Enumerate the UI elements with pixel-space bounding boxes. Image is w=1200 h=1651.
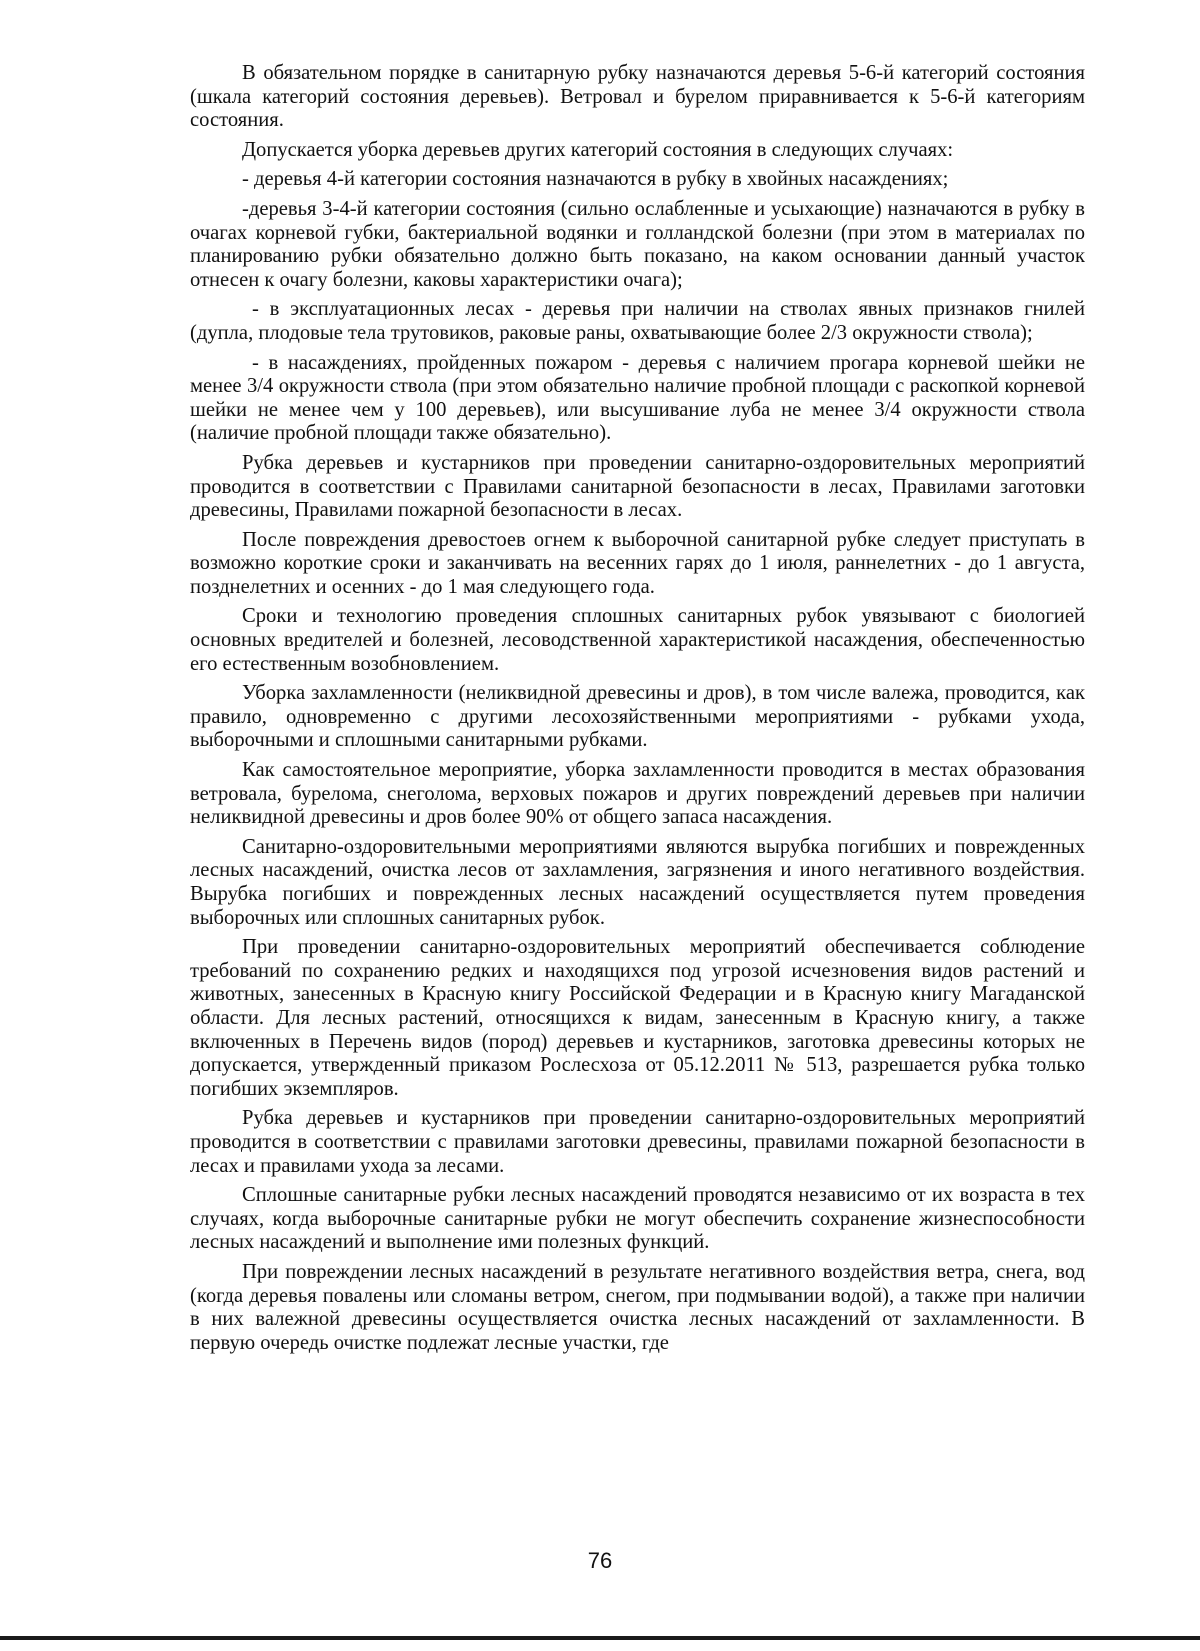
paragraph: В обязательном порядке в санитарную рубку назначаются деревья 5-6-й категорий состояния (шкала категорий состояния деревьев). Ветровал и бурелом приравнивается к 5-6-й категориям состояния.: [190, 62, 1085, 132]
paragraph: Сплошные санитарные рубки лесных насаждений проводятся независимо от их возраста в тех случаях, когда выборочные санитарные рубки не могут обеспечить сохранение жизнеспособности лесных насаждений и выполнение ими полезных функций.: [190, 1184, 1085, 1254]
paragraph: При повреждении лесных насаждений в результате негативного воздействия ветра, снега, вод (когда деревья повалены или сломаны ветром, снегом, при подмывании водой), а также при наличии в них валежной древесины осуществляется очистка лесных насаждений от захламленности. В первую очередь очистке подлежат лесные участки, где: [190, 1260, 1085, 1354]
paragraph: Рубка деревьев и кустарников при проведении санитарно-оздоровительных мероприятий проводится в соответствии с Правилами санитарной безопасности в лесах, Правилами заготовки древесины, Правилами пожарной безопасности в лесах.: [190, 451, 1085, 522]
list-item: - в эксплуатационных лесах - деревья при наличии на стволах явных признаков гнилей (дупла, плодовые тела трутовиков, раковые раны, охватывающие более 2/3 окружности ствола);: [190, 298, 1085, 344]
scan-edge-divider: [0, 1636, 1200, 1640]
paragraph: После повреждения древостоев огнем к выборочной санитарной рубке следует приступать в возможно короткие сроки и заканчивать на весенних гарях до 1 июля, раннелетних - до 1 августа, позднелетних и осенних - до 1 мая следующего года.: [190, 528, 1085, 598]
paragraph: При проведении санитарно-оздоровительных мероприятий обеспечивается соблюдение требований по сохранению редких и находящихся под угрозой исчезновения видов растений и животных, занесенных в Красную книгу Российской Федерации и в Красную книгу Магаданской области. Для лесных растений, относящихся к видам, занесенным в Красную книгу, а также включенных в Перечень видов (пород) деревьев и кустарников, заготовка древесины которых не допускается, утвержденный приказом Рослесхоза от 05.12.2011 № 513, разрешается рубка только погибших экземпляров.: [190, 936, 1085, 1100]
list-item: -деревья 3-4-й категории состояния (сильно ослабленные и усыхающие) назначаются в рубку в очагах корневой губки, бактериальной водянки и голландской болезни (при этом в материалах по планированию рубки обязательно должно быть показано, на каком основании данный участок отнесен к очагу болезни, каковы характеристики очага);: [190, 197, 1085, 291]
list-item: - в насаждениях, пройденных пожаром - деревья с наличием прогара корневой шейки не менее 3/4 окружности ствола (при этом обязательно наличие пробной площади с раскопкой корневой шейки не менее чем у 100 деревьев), или высушивание луба не менее 3/4 окружности ствола (наличие пробной площади также обязательно).: [190, 351, 1085, 445]
paragraph: Санитарно-оздоровительными мероприятиями являются вырубка погибших и поврежденных лесных насаждений, очистка лесов от захламления, загрязнения и иного негативного воздействия. Вырубка погибших и поврежденных лесных насаждений осуществляется путем проведения выборочных или сплошных санитарных рубок.: [190, 835, 1085, 929]
document-body: [190, 62, 1085, 1361]
list-item: - деревья 4-й категории состояния назначаются в рубку в хвойных насаждениях;: [242, 168, 949, 191]
paragraph: Сроки и технологию проведения сплошных санитарных рубок увязывают с биологией основных вредителей и болезней, лесоводственной характеристикой насаждения, обеспеченностью его естественным возобновлением.: [190, 605, 1085, 675]
page-number: 76: [587, 1548, 613, 1573]
paragraph: Уборка захламленности (неликвидной древесины и дров), в том числе валежа, проводится, как правило, одновременно с другими лесохозяйственными мероприятиями - рубками ухода, выборочными и сплошными санитарными рубками.: [190, 682, 1085, 752]
paragraph: Как самостоятельное мероприятие, уборка захламленности проводится в местах образования ветровала, бурелома, снеголома, верховых пожаров и других повреждений деревьев при наличии неликвидной древесины и дров более 90% от общего запаса насаждения.: [190, 759, 1085, 829]
paragraph: Допускается уборка деревьев других категорий состояния в следующих случаях:: [242, 138, 954, 161]
paragraph: Рубка деревьев и кустарников при проведении санитарно-оздоровительных мероприятий проводится в соответствии с правилами заготовки древесины, правилами пожарной безопасности в лесах и правилами ухода за лесами.: [190, 1107, 1085, 1177]
